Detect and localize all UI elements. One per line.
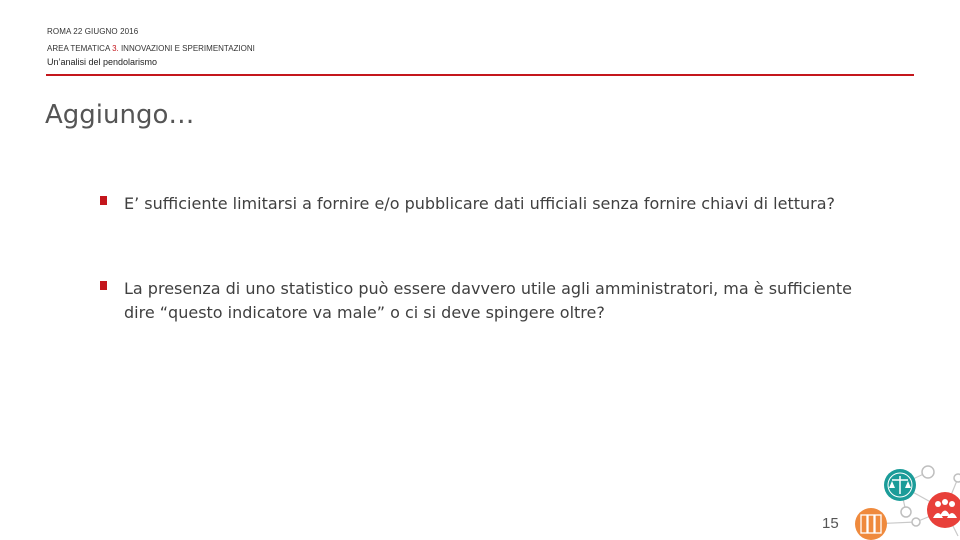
presentation-subtitle: Un’analisi del pendolarismo: [47, 57, 158, 67]
balance-icon: [884, 469, 916, 501]
books-icon: [855, 508, 887, 540]
area-name: INNOVAZIONI E SPERIMENTAZIONI: [118, 44, 255, 53]
area-prefix: AREA TEMATICA: [47, 44, 113, 53]
area-number: 3.: [112, 44, 119, 53]
bullet-text: La presenza di uno statistico può essere davvero utile agli amministratori, ma è sufficiente dire “questo indicatore va male” o ci si deve spingere oltre?: [124, 279, 852, 322]
slide-title: Aggiungo…: [45, 100, 195, 130]
bullet-text: E’ sufficiente limitarsi a fornire e/o pubblicare dati ufficiali senza fornire chiavi di lettura?: [124, 194, 836, 213]
page-number: 15: [822, 515, 839, 532]
event-date: ROMA 22 GIUGNO 2016: [47, 27, 139, 36]
people-icon: [927, 492, 960, 528]
